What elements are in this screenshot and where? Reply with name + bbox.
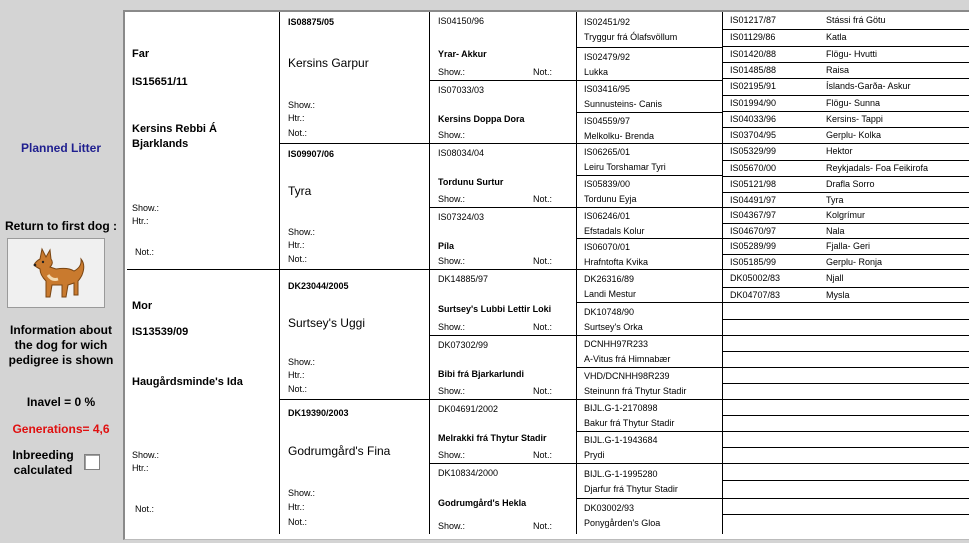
dog-icon [26,245,86,301]
ancestor-g3-cell[interactable] [430,464,577,534]
not-label: Not.: [135,247,155,257]
dog-name: Tyra [288,184,312,198]
dog-name: Godrumgård's Fina [288,444,391,458]
ancestor-g5-cell[interactable] [723,336,969,352]
parent-reg: IS13539/09 [132,326,189,338]
dog-reg: DK23044/2005 [288,281,349,291]
parent-mor[interactable] [127,270,280,534]
not-label: Not.: [533,322,553,332]
dog-name: Kolgrímur [826,210,866,220]
ancestor-g4-cell[interactable] [577,176,723,208]
dog-name: A-Vitus frá Himnabær [584,354,671,364]
ancestor-g3-cell[interactable] [430,208,577,270]
dog-reg: DK10834/2000 [438,468,499,478]
dog-reg: DK10748/90 [584,307,635,317]
dog-reg: IS05329/99 [730,146,777,156]
first-dog-button[interactable] [7,238,105,308]
grandparent-cell[interactable] [280,400,430,534]
dog-name: Flögu- Sunna [826,98,881,108]
not-label: Not.: [533,521,553,531]
dog-name: Íslands-Garða- Askur [826,81,911,91]
dog-name: Efstadals Kolur [584,226,645,236]
ancestor-g5-cell[interactable] [723,416,969,432]
htr-label: Htr.: [132,463,149,473]
ancestor-g4-cell[interactable] [577,208,723,239]
return-label: Return to first dog : [5,219,117,233]
inbreeding-label: Inbreeding calculated [12,448,74,477]
dog-name: Prydi [584,450,605,460]
dog-name: Landi Mestur [584,289,637,299]
dog-name: Nala [826,226,845,236]
htr-label: Htr.: [288,113,305,123]
ancestor-g3-cell[interactable] [430,270,577,336]
dog-reg: IS04150/96 [438,16,485,26]
dog-reg: IS04559/97 [584,116,631,126]
dog-reg: DK04691/2002 [438,404,499,414]
ancestor-g5-cell[interactable] [723,30,969,47]
ancestor-g4-cell[interactable] [577,12,723,48]
htr-label: Htr.: [288,370,305,380]
dog-reg: IS08875/05 [288,17,335,27]
show-label: Show.: [438,521,466,531]
dog-reg: IS01217/87 [730,14,777,25]
ancestor-g5-cell[interactable] [723,515,969,534]
dog-name: Leiru Torshamar Tyri [584,162,666,172]
show-label: Show.: [132,203,160,213]
dog-name: Bibi frá Bjarkarlundi [438,369,525,379]
dog-name: Raisa [826,65,850,75]
ancestor-g5-cell[interactable] [723,400,969,416]
show-label: Show.: [288,488,316,498]
ancestor-g5-cell[interactable] [723,79,969,96]
parent-name: Haugårdsminde's Ida [132,376,243,388]
dog-reg: IS05121/98 [730,179,777,189]
ancestor-g5-cell[interactable] [723,320,969,336]
dog-name: Fjalla- Geri [826,241,871,251]
dog-name: Kersins Doppa Dora [438,114,525,124]
dog-reg: IS05289/99 [730,241,777,251]
show-label: Show.: [438,450,466,460]
not-label: Not.: [533,450,553,460]
dog-reg: VHD/DCNHH98R239 [584,371,670,381]
ancestor-g4-cell[interactable] [577,400,723,432]
dog-reg: IS04670/97 [730,226,777,236]
show-label: Show.: [288,227,316,237]
dog-name: Hrafntofta Kvika [584,257,649,267]
ancestor-g5-cell[interactable] [723,177,969,193]
ancestor-g5-cell[interactable] [723,63,969,79]
dog-reg: IS07033/03 [438,85,485,95]
ancestor-g5-cell[interactable] [723,12,969,30]
sidebar [0,0,122,543]
dog-name: Mysla [826,290,850,300]
ancestor-g5-cell[interactable] [723,255,969,270]
dog-name: Yrar- Akkur [438,49,487,59]
ancestor-g5-cell[interactable] [723,112,969,128]
ancestor-g4-cell[interactable] [577,336,723,368]
show-label: Show.: [438,322,466,332]
dog-reg: DK03002/93 [584,503,635,513]
dog-reg: DK26316/89 [584,274,635,284]
dog-reg: DK04707/83 [730,290,781,300]
dog-name: Melrakki frá Thytur Stadir [438,433,547,443]
not-label: Not.: [288,384,308,394]
ancestor-g5-cell[interactable] [723,96,969,112]
parent-role: Mor [132,300,153,312]
dog-name: Njall [826,272,844,283]
show-label: Show.: [438,256,466,266]
ancestor-g3-cell[interactable] [430,12,577,81]
dog-reg: IS09907/06 [288,149,335,159]
ancestor-g5-cell[interactable] [723,384,969,400]
inavel-value: Inavel = 0 % [26,395,96,409]
dog-reg: IS02479/92 [584,52,631,62]
show-label: Show.: [288,357,316,367]
ancestor-g5-cell[interactable] [723,448,969,464]
ancestor-g3-cell[interactable] [430,336,577,400]
dog-name: Stássi frá Götu [826,14,886,25]
ancestor-g3-cell[interactable] [430,81,577,144]
dog-reg: IS02451/92 [584,17,631,27]
ancestor-g5-cell[interactable] [723,161,969,177]
parent-name: Kersins Rebbi Á Bjarklands [132,123,217,150]
dog-name: Kersins Garpur [288,56,369,70]
show-label: Show.: [438,67,466,77]
show-label: Show.: [288,100,316,110]
dog-reg: IS01485/88 [730,65,777,75]
not-label: Not.: [288,254,308,264]
ancestor-g5-cell[interactable] [723,239,969,255]
ancestor-g4-cell[interactable] [577,464,723,499]
dog-reg: IS06070/01 [584,242,631,252]
ancestor-g5-cell[interactable] [723,47,969,63]
dog-name: Tordunu Surtur [438,177,504,187]
dog-reg: IS04033/96 [730,114,777,124]
grandparent-cell[interactable] [280,144,430,270]
dog-name: Lukka [584,67,609,77]
ancestor-g5-cell[interactable] [723,303,969,320]
dog-reg: IS05839/00 [584,179,631,189]
not-label: Not.: [135,504,155,514]
ancestor-g4-cell[interactable] [577,48,723,81]
ancestor-g5-cell[interactable] [723,270,969,288]
dog-name: Ponygården's Gloa [584,518,661,528]
dog-name: Godrumgård's Hekla [438,498,527,508]
dog-name: Sunnusteins- Canis [584,99,663,109]
ancestor-g4-cell[interactable] [577,368,723,400]
dog-name: Surtsey's Uggi [288,316,365,330]
info-text: Information about the dog for wich pedigree is shown [8,323,114,367]
show-label: Show.: [132,450,160,460]
dog-reg: IS04491/97 [730,195,777,205]
not-label: Not.: [533,67,553,77]
ancestor-g3-cell[interactable] [430,400,577,464]
show-label: Show.: [438,194,466,204]
dog-reg: DK14885/97 [438,274,489,284]
dog-reg: IS04367/97 [730,210,777,220]
dog-name: Píla [438,241,455,251]
planned-litter-link[interactable]: Planned Litter [20,141,101,155]
ancestor-g5-cell[interactable] [723,481,969,499]
dog-reg: IS06265/01 [584,147,631,157]
show-label: Show.: [438,130,466,140]
not-label: Not.: [288,517,308,527]
dog-name: Surtsey's Orka [584,322,643,332]
ancestor-g5-cell[interactable] [723,352,969,368]
ancestor-g3-cell[interactable] [430,144,577,208]
dog-reg: IS02195/91 [730,81,777,91]
grandparent-cell[interactable] [280,12,430,144]
parent-far[interactable] [127,12,280,270]
not-label: Not.: [288,128,308,138]
htr-label: Htr.: [288,502,305,512]
ancestor-g5-cell[interactable] [723,464,969,481]
show-label: Show.: [438,386,466,396]
inbreeding-checkbox[interactable] [84,454,100,470]
dog-reg: BIJL.G-1-1995280 [584,469,658,479]
ancestor-g5-cell[interactable] [723,288,969,303]
ancestor-g5-cell[interactable] [723,128,969,144]
ancestor-g5-cell[interactable] [723,224,969,239]
ancestor-g5-cell[interactable] [723,193,969,208]
dog-name: Tryggur frá Ólafsvöllum [584,32,678,42]
pedigree-tree [127,12,969,534]
dog-reg: IS06246/01 [584,211,631,221]
dog-name: Tyra [826,195,844,205]
dog-reg: IS01420/88 [730,49,777,59]
not-label: Not.: [533,256,553,266]
dog-name: Flögu- Hvutti [826,49,878,59]
ancestor-g4-cell[interactable] [577,432,723,464]
dog-name: Tordunu Eyja [584,194,637,204]
not-label: Not.: [533,194,553,204]
dog-reg: IS01994/90 [730,98,777,108]
parent-reg: IS15651/11 [132,76,188,88]
ancestor-g5-cell[interactable] [723,144,969,161]
ancestor-g5-cell[interactable] [723,432,969,448]
ancestor-g4-cell[interactable] [577,239,723,270]
dog-reg: DK05002/83 [730,272,781,283]
dog-name: Hektor [826,146,853,156]
ancestor-g4-cell[interactable] [577,81,723,113]
not-label: Not.: [533,386,553,396]
dog-name: Drafla Sorro [826,179,875,189]
dog-reg: BIJL.G-1-1943684 [584,435,658,445]
generations-value: Generations= 4,6 [12,422,110,436]
ancestor-g4-cell[interactable] [577,303,723,336]
dog-reg: DK07302/99 [438,340,489,350]
dog-name: Reykjadals- Foa Feikirofa [826,163,929,173]
dog-reg: IS07324/03 [438,212,485,222]
dog-name: Gerplu- Ronja [826,257,883,267]
parent-role: Far [132,48,150,60]
dog-reg: IS05670/00 [730,163,777,173]
dog-name: Katla [826,32,847,42]
grandparent-cell[interactable] [280,270,430,400]
ancestor-g5-cell[interactable] [723,368,969,384]
dog-name: Steinunn frá Thytur Stadir [584,386,687,396]
htr-label: Htr.: [132,216,149,226]
ancestor-g5-cell[interactable] [723,499,969,515]
dog-reg: BIJL.G-1-2170898 [584,403,658,413]
ancestor-g4-cell[interactable] [577,270,723,303]
dog-reg: IS08034/04 [438,148,485,158]
htr-label: Htr.: [288,240,305,250]
ancestor-g5-cell[interactable] [723,208,969,224]
dog-reg: IS05185/99 [730,257,777,267]
dog-reg: IS03416/95 [584,84,631,94]
ancestor-g4-cell[interactable] [577,113,723,144]
dog-name: Surtsey's Lubbi Lettir Loki [438,304,552,314]
dog-name: Gerplu- Kolka [826,130,882,140]
dog-reg: DK19390/2003 [288,408,349,418]
ancestor-g4-cell[interactable] [577,144,723,176]
dog-reg: DCNHH97R233 [584,339,649,349]
dog-name: Djarfur frá Thytur Stadir [584,484,678,494]
ancestor-g4-cell[interactable] [577,499,723,534]
dog-reg: IS01129/86 [730,32,776,42]
dog-reg: IS03704/95 [730,130,777,140]
dog-name: Bakur frá Thytur Stadir [584,418,675,428]
dog-name: Melkolku- Brenda [584,131,655,141]
dog-name: Kersins- Tappi [826,114,883,124]
